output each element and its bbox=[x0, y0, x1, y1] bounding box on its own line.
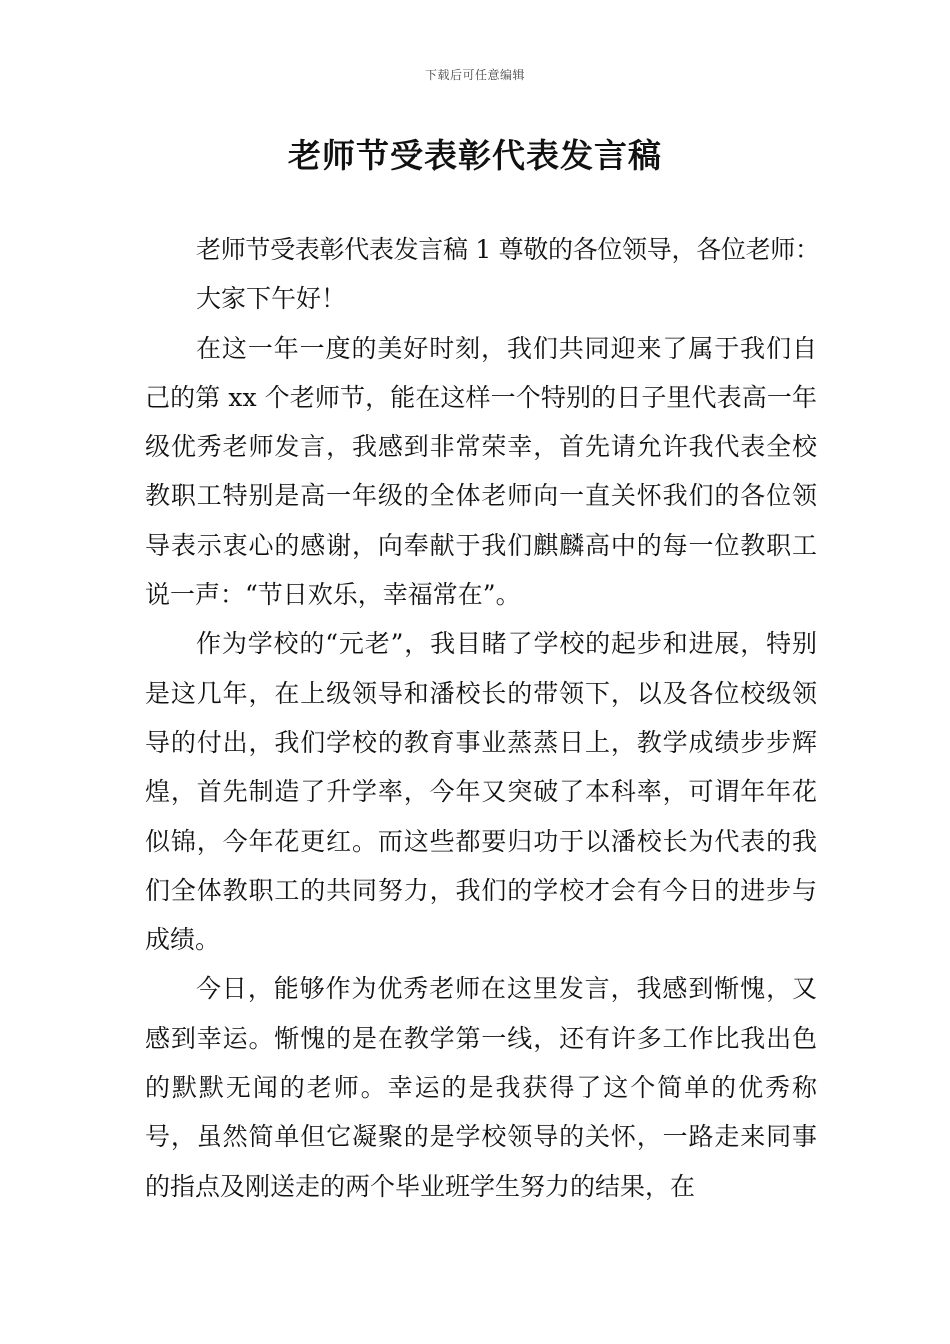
header-note: 下载后可任意编辑 bbox=[424, 68, 525, 82]
body-paragraph-2: 作为学校的“元老”，我目睹了学校的起步和进展，特别是这几年，在上级领导和潘校长的带领下，以及各位校级领导的付出，我们学校的教育事业蒸蒸日上，教学成绩步步辉煌，首先制造了升学率，今年又突破了本科率，可谓年年花似锦，今年花更红。而这些都要归功于以潘校长为代表的我们全体教职工的共同努力，我们的学校才会有今日的进步与成绩。 bbox=[145, 629, 817, 955]
body-paragraph-1: 在这一年一度的美好时刻，我们共同迎来了属于我们自己的第 xx 个老师节，能在这样一个特别的日子里代表高一年级优秀老师发言，我感到非常荣幸，首先请允许我代表全校教职工特别是高一年级的全体老师向一直关怀我们的各位领导表示衷心的感谢，向奉献于我们麒麟高中的每一位教职工说一声：“节日欢乐，幸福常在”。 bbox=[145, 333, 817, 610]
body-paragraph-3: 今日，能够作为优秀老师在这里发言，我感到惭愧，又感到幸运。惭愧的是在教学第一线，还有许多工作比我出色的默默无闻的老师。幸运的是我获得了这个简单的优秀称号，虽然简单但它凝聚的是学校领导的关怀，一路走来同事的指点及刚送走的两个毕业班学生努力的结果，在 bbox=[145, 974, 817, 1201]
intro-paragraph: 老师节受表彰代表发言稿 1 尊敬的各位领导，各位老师： bbox=[196, 235, 820, 264]
document-body bbox=[145, 225, 820, 1211]
greeting-paragraph: 大家下午好！ bbox=[196, 284, 347, 314]
document-title: 老师节受表彰代表发言稿 bbox=[288, 136, 662, 175]
